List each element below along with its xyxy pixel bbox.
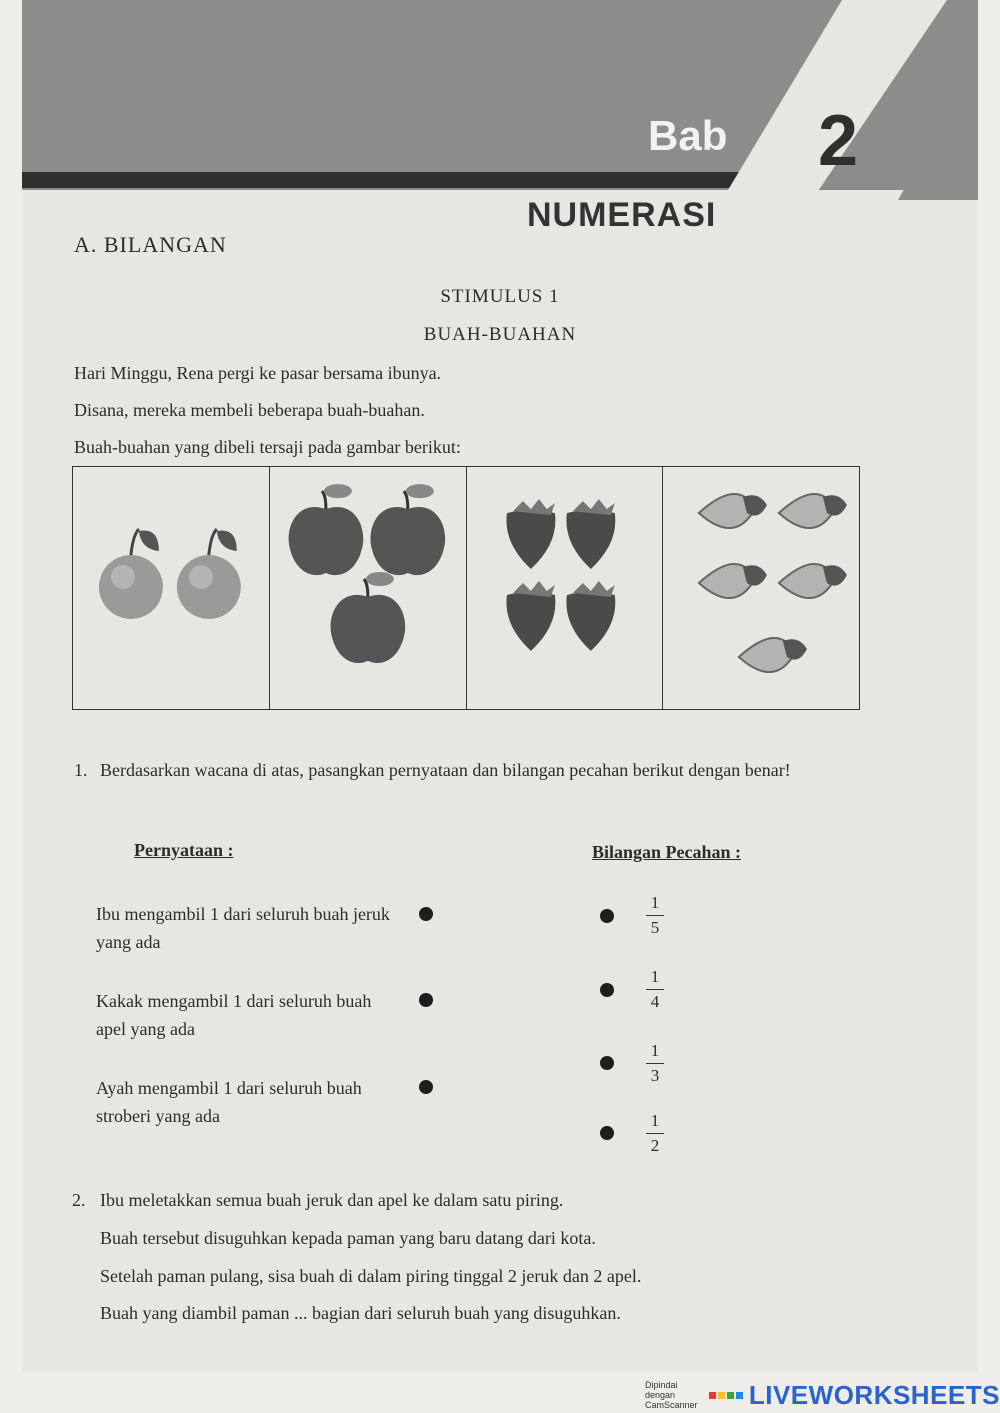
fruit-cell-strawberries <box>467 467 664 709</box>
fruit-cell-mangoes <box>663 467 859 709</box>
apple-icon <box>370 484 445 575</box>
fraction-denominator: 2 <box>650 1136 660 1155</box>
statement-match-dot[interactable] <box>419 1080 433 1094</box>
statement-match-dot[interactable] <box>419 993 433 1007</box>
orange-icons <box>73 467 269 709</box>
mango-icons <box>663 467 859 709</box>
mango-icon <box>699 564 767 598</box>
fruit-cell-oranges <box>73 467 270 709</box>
question-2-line: Setelah paman pulang, sisa buah di dalam piring tinggal 2 jeruk dan 2 apel. <box>100 1266 642 1286</box>
apple-icon <box>288 484 363 575</box>
fraction-item <box>644 892 666 939</box>
statement-match-dot[interactable] <box>419 907 433 921</box>
apple-icon <box>330 572 405 663</box>
brand-name[interactable]: LIVEWORKSHEETS <box>748 1379 1000 1410</box>
question-text: Berdasarkan wacana di atas, pasangkan pernyataan dan bilangan pecahan berikut dengan benar! <box>100 760 791 780</box>
chapter-number: 2 <box>818 101 859 181</box>
strawberry-icon <box>566 581 615 651</box>
strawberry-icon <box>506 581 555 651</box>
mango-icon <box>779 494 847 528</box>
question-number: 2. <box>72 1190 86 1210</box>
statement-column-header: Pernyataan : <box>134 840 234 860</box>
mango-icon <box>739 638 807 672</box>
fraction-match-dot[interactable] <box>600 1056 614 1070</box>
statement-item: Ayah mengambil 1 dari seluruh buah stroberi yang ada <box>96 1078 362 1126</box>
paragraph: Hari Minggu, Rena pergi ke pasar bersama ibunya. <box>74 363 442 383</box>
worksheet-page <box>22 0 978 1372</box>
orange-icon <box>99 529 163 619</box>
fraction-column-header: Bilangan Pecahan : <box>592 842 742 862</box>
stimulus-label: STIMULUS 1 <box>440 286 560 307</box>
section-heading: A. BILANGAN <box>74 232 227 257</box>
fraction-item <box>644 1040 666 1087</box>
fraction-denominator: 3 <box>650 1066 660 1085</box>
fraction-numerator: 1 <box>650 893 660 912</box>
question-2-line: Ibu meletakkan semua buah jeruk dan apel ke dalam satu piring. <box>100 1190 564 1210</box>
strawberry-icon <box>566 499 615 569</box>
fruit-image-table <box>72 466 860 710</box>
statement-item: Kakak mengambil 1 dari seluruh buah apel yang ada <box>96 991 372 1039</box>
fraction-item <box>644 1110 666 1157</box>
strawberry-icon <box>506 499 555 569</box>
mango-icon <box>699 494 767 528</box>
fraction-match-dot[interactable] <box>600 1126 614 1140</box>
footer <box>645 1378 1000 1412</box>
fraction-item <box>644 966 666 1013</box>
fraction-numerator: 1 <box>650 1111 660 1130</box>
stimulus-title: BUAH-BUAHAN <box>423 324 577 345</box>
fraction-denominator: 5 <box>650 918 660 937</box>
fraction-match-dot[interactable] <box>600 983 614 997</box>
paragraph: Disana, mereka membeli beberapa buah-buahan. <box>74 400 425 420</box>
liveworksheets-logo-icon <box>709 1392 743 1399</box>
fraction-denominator: 4 <box>650 992 660 1011</box>
header-stripe <box>22 172 762 188</box>
chapter-title: NUMERASI <box>527 196 717 234</box>
question-2-line: Buah tersebut disuguhkan kepada paman yang baru datang dari kota. <box>100 1228 596 1248</box>
fruit-cell-apples <box>270 467 467 709</box>
question-number: 1. <box>74 760 88 780</box>
chapter-label: Bab <box>648 112 728 159</box>
fraction-numerator: 1 <box>650 1041 660 1060</box>
paragraph: Buah-buahan yang dibeli tersaji pada gambar berikut: <box>74 437 461 457</box>
scan-note: Dipindai dengan CamScanner <box>645 1380 698 1410</box>
fraction-numerator: 1 <box>650 967 660 986</box>
orange-icon <box>177 529 241 619</box>
apple-icons <box>270 467 466 709</box>
statement-item: Ibu mengambil 1 dari seluruh buah jeruk yang ada <box>96 904 390 952</box>
question-2-line: Buah yang diambil paman ... bagian dari seluruh buah yang disuguhkan. <box>100 1303 621 1323</box>
mango-icon <box>779 564 847 598</box>
strawberry-icons <box>467 467 663 709</box>
fraction-match-dot[interactable] <box>600 909 614 923</box>
